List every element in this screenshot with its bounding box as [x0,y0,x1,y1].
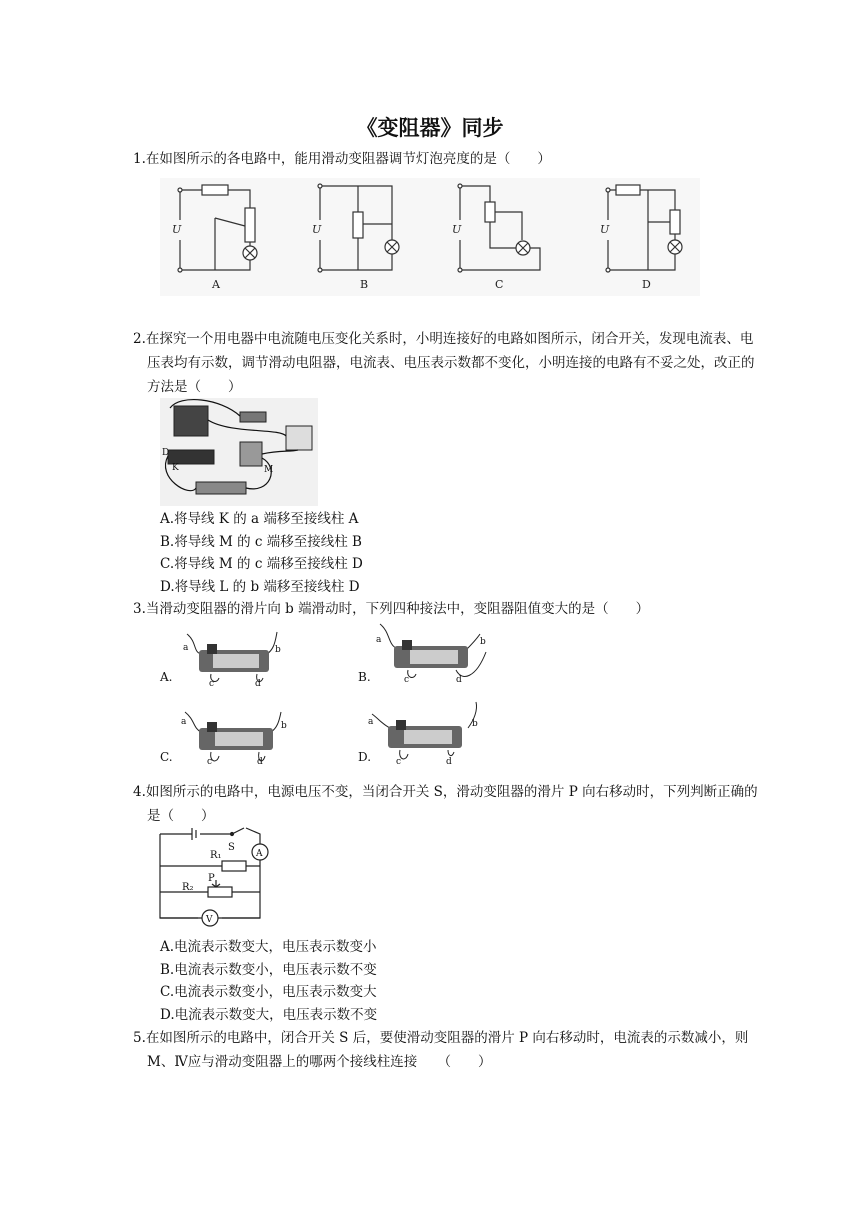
terminal-c: c [209,679,215,688]
q2-apparatus-photo [160,398,318,506]
resistor-r1-label: R₁ [210,850,222,861]
terminal-c: c [396,757,402,766]
terminal-d: d [257,757,263,766]
q2-option-c[interactable]: C.将导线 M 的 c 端移至接线柱 D [160,556,363,572]
voltmeter-label: V [206,915,213,925]
question-2-options [160,508,363,598]
q4-option-d[interactable]: D.电流表示数变大，电压表示数不变 [160,1006,378,1023]
q4-option-a[interactable]: A.电流表示数变大，电压表示数变小 [160,939,377,955]
q3-rheostat-d [368,700,484,766]
option-label-a: A [212,278,220,291]
question-1-stem: 1.在如图所示的各电路中，能用滑动变阻器调节灯泡亮度的是（ ） [133,151,551,167]
question-4-options [160,936,377,1026]
switch-label: S [228,842,235,853]
terminal-b: b [472,719,478,729]
terminal-a: a [183,643,189,653]
voltage-label: U [452,223,462,236]
voltage-label: U [312,223,322,236]
terminal-a: a [181,717,187,727]
voltage-label: U [172,223,182,236]
question-5-stem: 5.在如图所示的电路中，闭合开关 S 后，要使滑动变阻器的滑片 P 向右移动时，电流表的示数减小，则 M、Ⅳ应与滑动变阻器上的哪两个接线柱连接 （ ） [133,1030,749,1070]
q3-rheostat-a [183,630,283,688]
terminal-label-d: D [162,448,170,458]
question-5 [133,1026,765,1074]
wire-label-k: K [172,463,179,473]
resistor-r2-label: R₂ [182,882,194,893]
terminal-c: c [404,675,410,684]
question-3-stem: 3.当滑动变阻器的滑片向 b 端滑动时，下列四种接法中，变阻器阻值变大的是（ ） [133,601,650,617]
wire-label-m: M [264,465,274,475]
q2-option-d[interactable]: D.将导线 L 的 b 端移至接线柱 D [160,578,360,595]
terminal-d: d [255,679,261,688]
q3-option-a[interactable]: A. [160,670,173,684]
option-label-b: B [360,278,369,291]
option-label-d: D [642,278,651,291]
question-4 [133,780,765,828]
terminal-d: d [456,675,462,684]
terminal-a: a [368,717,374,727]
q4-option-b[interactable]: B.电流表示数变小，电压表示数不变 [160,961,377,978]
terminal-b: b [281,721,287,731]
terminal-c: c [207,757,213,766]
terminal-a: a [376,635,382,645]
terminal-b: b [275,645,281,655]
terminal-d: d [446,757,452,766]
question-2-stem: 2.在探究一个用电器中电流随电压变化关系时，小明连接好的电路如图所示，闭合开关，发现电流表、电压表均有示数，调节滑动电阻器，电流表、电压表示数都不变化，小明连接的电路有不妥之处，改正的方法是（ ） [133,331,755,395]
q3-option-c[interactable]: C. [160,750,173,764]
q3-option-b[interactable]: B. [358,670,371,684]
slider-p-label: P [208,873,215,884]
q3-option-d[interactable]: D. [358,750,372,764]
question-4-stem: 4.如图所示的电路中，电源电压不变，当闭合开关 S，滑动变阻器的滑片 P 向右移动时，下列判断正确的是（ ） [133,784,758,824]
q1-circuit-diagrams [160,178,700,296]
option-label-c: C [495,278,504,291]
question-1 [133,147,765,171]
terminal-b: b [480,637,486,647]
q2-option-b[interactable]: B.将导线 M 的 c 端移至接线柱 B [160,533,362,550]
q3-rheostat-b [376,622,488,684]
question-3 [133,597,765,621]
q4-option-c[interactable]: C.电流表示数变小，电压表示数变大 [160,984,377,1000]
q3-rheostat-c [181,706,293,766]
question-2 [133,327,765,399]
q4-circuit-diagram [150,826,275,928]
q2-option-a[interactable]: A.将导线 K 的 a 端移至接线柱 A [160,511,359,527]
ammeter-label: A [256,849,263,859]
page-title: 《变阻器》同步 [356,116,504,140]
voltage-label: U [600,223,610,236]
